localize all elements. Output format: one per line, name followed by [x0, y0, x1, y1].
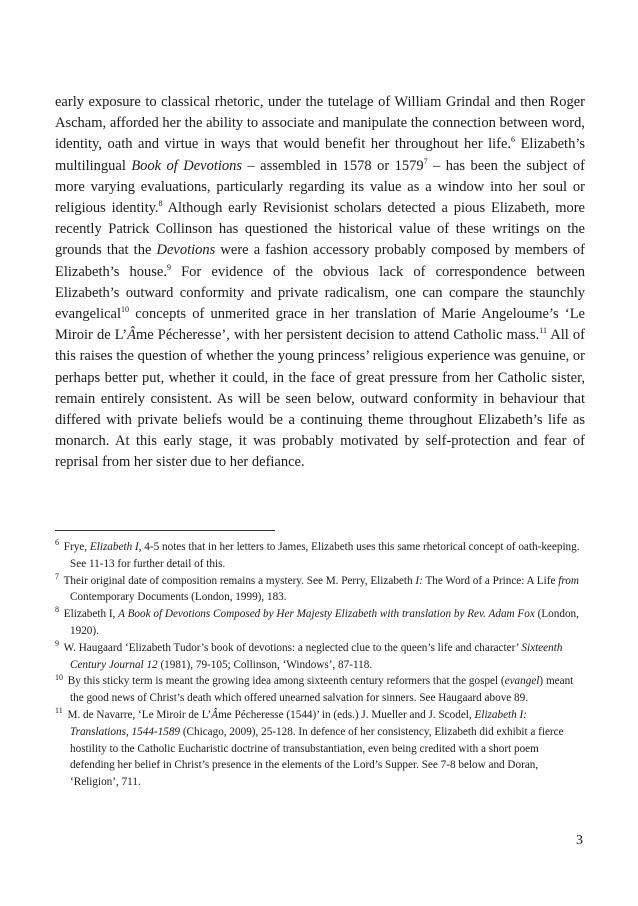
footnote-text: (1981), 79-105; Collinson, ‘Windows’, 87-118. [157, 658, 373, 671]
footnote-text: The Word of a Prince: A Life [422, 574, 559, 587]
footnote-ref-10[interactable]: 10 [121, 305, 130, 315]
footnote-italic: Â [211, 708, 219, 721]
page-number: 3 [576, 833, 583, 848]
footnote-number: 6 [55, 538, 59, 548]
footnote-separator [55, 530, 275, 531]
body-text-run: All of this raises the question of whether the young princess’ religious experience was genuine, or perhaps better put, whether it could, in the face of great pressure from her Catholic sister, remain entirely consistent. As will be seen below, outward conformity in behaviour that differed with private beliefs would be a continuing theme throughout Elizabeth’s life as monarch. At this early stage, it was probably motivated by self-protection and fear of reprisal from her sister due to her defiance. [55, 327, 585, 471]
footnote-number: 10 [55, 672, 63, 682]
body-text-run: were a fashion accessory probably composed by members of Elizabeth’s house. [55, 242, 586, 280]
footnote-italic: from [558, 574, 579, 587]
footnote-8 [55, 606, 585, 640]
footnote-text: (London, 1920). [70, 608, 579, 637]
footnote-text: Contemporary Documents (London, 1999), 183. [70, 591, 287, 604]
footnote-6 [55, 539, 585, 573]
footnote-text: , 4-5 notes that in her letters to James, Elizabeth uses this same rhetorical concept of oath-keeping. See 11-13 for further detail of this. [70, 541, 580, 570]
footnote-italic: Sixteenth Century Journal 12 [70, 641, 563, 671]
body-text-run: early exposure to classical rhetoric, under the tutelage of William Grindal and then Roger Ascham, afforded her the ability to associate and manipulate the connection between word, identity, oath and virtue in ways that would benefit her throughout her life. [55, 94, 585, 153]
footnote-text: W. Haugaard ‘Elizabeth Tudor’s book of devotions: a neglected clue to the queen’s life and character’ [61, 641, 522, 654]
footnote-italic: A Book of Devotions Composed by Her Majesty Elizabeth with translation by Rev. Adam Fox [118, 608, 535, 621]
footnote-text: By this sticky term is meant the growing idea among sixteenth century reformers that the gospel ( [65, 675, 505, 688]
footnote-number: 11 [55, 706, 63, 716]
footnote-italic: Elizabeth I: Translations, 1544-1589 [70, 708, 528, 738]
body-text-run: concepts of unmerited grace in her translation of Marie Angeloume’s ‘Le Miroir de L’ [55, 306, 585, 344]
footnote-ref-7[interactable]: 7 [423, 156, 428, 166]
footnote-italic: evangel [504, 675, 540, 688]
footnote-10 [55, 673, 585, 707]
footnote-italic: Elizabeth I [89, 541, 139, 553]
footnote-italic: I: [415, 574, 423, 587]
footnote-ref-6[interactable]: 6 [511, 135, 516, 145]
footnote-text: me Pécheresse (1544)’ in (eds.) J. Mueller and J. Scodel, [218, 708, 475, 721]
footnote-11 [55, 707, 585, 791]
body-text-run: – has been the subject of more varying evaluations, particularly regarding its value as a window into her soul or religious identity. [55, 157, 585, 217]
footnote-ref-8[interactable]: 8 [158, 199, 163, 209]
footnote-9 [55, 640, 585, 674]
footnote-ref-11[interactable]: 11 [539, 326, 547, 336]
footnote-7 [55, 573, 585, 607]
footnote-text: Frye, [61, 541, 90, 553]
body-text-run: – assembled in 1578 or 1579 [242, 157, 424, 174]
title-devotions: Devotions [156, 242, 216, 259]
footnote-text: Their original date of composition remains a mystery. See M. Perry, Elizabeth [61, 574, 416, 587]
body-text-run: For evidence of the obvious lack of correspondence between Elizabeth’s outward conformity and private radicalism, one can compare the staunchly evangelical [55, 263, 585, 323]
body-text-run: Although early Revisionist scholars detected a pious Elizabeth, more recently Patrick Collinson has questioned the historical value of these writings on the grounds that the [55, 200, 585, 259]
footnote-text: ) meant the good news of Christ’s death which offered unearned salvation for sinners. See Haugaard above 89. [70, 675, 574, 705]
body-text-run: Elizabeth’s multilingual [55, 136, 586, 174]
footnote-text: Elizabeth I, [61, 608, 119, 621]
footnote-number: 7 [55, 571, 59, 581]
italic-letter: Â [127, 327, 136, 344]
body-paragraph [55, 92, 585, 474]
footnote-ref-9[interactable]: 9 [167, 262, 171, 272]
footnote-text: M. de Navarre, ‘Le Miroir de L’ [64, 708, 212, 721]
footnote-text: (Chicago, 2009), 25-128. In defence of her consistency, Elizabeth did exhibit a fierce hostility to the Catholic Eucharistic doctrine of transubstantiation, even being credited with a short poem defending her belief in Christ’s presence in the elements of the Lord’s Supper. See 7-8 below and Doran, ‘Religion’, 711. [70, 725, 564, 789]
body-text-run: me Pécheresse’, with her persistent decision to attend Catholic mass. [135, 327, 540, 344]
footnotes-section [55, 539, 585, 791]
title-book-of-devotions: Book of Devotions [131, 157, 243, 174]
footnote-number: 8 [55, 605, 59, 615]
footnote-number: 9 [55, 639, 59, 649]
